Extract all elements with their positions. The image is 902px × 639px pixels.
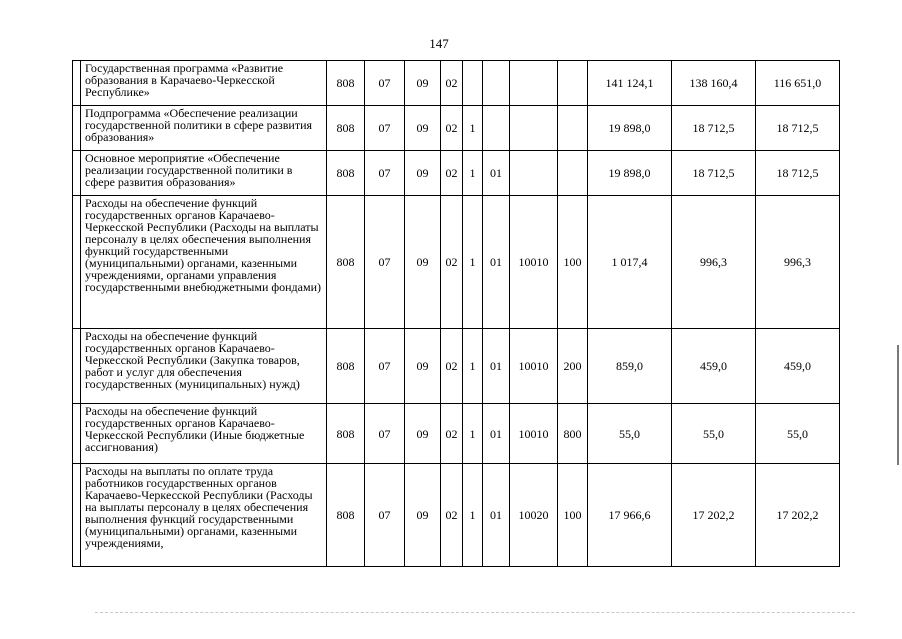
activity-code-cell: 01 — [483, 464, 510, 567]
ministry-code-cell: 808 — [327, 404, 365, 464]
activity-code-cell: 01 — [483, 196, 510, 329]
name-cell: Подпрограмма «Обеспечение реализации государственной политики в сфере развития образования» — [81, 106, 327, 151]
section-code-cell: 07 — [365, 61, 405, 106]
subprogram-code-cell: 1 — [463, 196, 483, 329]
subsection-code-cell: 09 — [405, 151, 441, 196]
amount-cell-2: 18 712,5 — [672, 151, 756, 196]
row-index-cell — [73, 404, 81, 464]
subprogram-code-cell: 1 — [463, 106, 483, 151]
subsection-code-cell: 09 — [405, 329, 441, 404]
subprogram-code-cell: 1 — [463, 329, 483, 404]
subsection-code-cell: 09 — [405, 404, 441, 464]
program-code-cell: 02 — [441, 404, 463, 464]
name-cell: Основное мероприятие «Обеспечение реализации государственной политики в сфере развития образования» — [81, 151, 327, 196]
program-code-cell: 02 — [441, 464, 463, 567]
table-row — [73, 404, 840, 464]
table-row — [73, 61, 840, 106]
ministry-code-cell: 808 — [327, 464, 365, 567]
ministry-code-cell: 808 — [327, 106, 365, 151]
ministry-code-cell: 808 — [327, 61, 365, 106]
amount-cell-2: 996,3 — [672, 196, 756, 329]
section-code-cell: 07 — [365, 106, 405, 151]
expense-type-code-cell: 200 — [558, 329, 588, 404]
program-code-cell: 02 — [441, 151, 463, 196]
budget-table — [72, 60, 840, 567]
scan-edge-mark — [897, 345, 899, 465]
amount-cell-2: 138 160,4 — [672, 61, 756, 106]
program-code-cell: 02 — [441, 196, 463, 329]
name-cell: Расходы на выплаты по оплате труда работников государственных органов Карачаево-Черкесской Республики (Расходы на выплаты персоналу в целях обеспечения выполнения функций государственными (муниципальными) органами, казенными учреждениями, — [81, 464, 327, 567]
subsection-code-cell: 09 — [405, 61, 441, 106]
section-code-cell: 07 — [365, 151, 405, 196]
row-index-cell — [73, 106, 81, 151]
subprogram-code-cell — [463, 61, 483, 106]
table-row — [73, 329, 840, 404]
name-cell: Расходы на обеспечение функций государственных органов Карачаево-Черкесской Республики (Расходы на выплаты персоналу в целях обеспечения выполнения функций государственными (муниципальными) органами, казенными учреждениями, органами управления государственными внебюджетными фондами) — [81, 196, 327, 329]
name-cell: Государственная программа «Развитие образования в Карачаево-Черкесской Республике» — [81, 61, 327, 106]
amount-cell-2: 17 202,2 — [672, 464, 756, 567]
program-code-cell: 02 — [441, 106, 463, 151]
amount-cell-1: 1 017,4 — [588, 196, 672, 329]
amount-cell-1: 17 966,6 — [588, 464, 672, 567]
amount-cell-2: 18 712,5 — [672, 106, 756, 151]
row-index-cell — [73, 329, 81, 404]
page-number: 147 — [429, 36, 449, 51]
amount-cell-3: 17 202,2 — [756, 464, 840, 567]
activity-code-cell: 01 — [483, 151, 510, 196]
subprogram-code-cell: 1 — [463, 404, 483, 464]
table-row — [73, 106, 840, 151]
subprogram-code-cell: 1 — [463, 151, 483, 196]
direction-code-cell: 10020 — [510, 464, 558, 567]
name-cell: Расходы на обеспечение функций государственных органов Карачаево-Черкесской Республики (Закупка товаров, работ и услуг для обеспечения государственных (муниципальных) нужд) — [81, 329, 327, 404]
amount-cell-2: 459,0 — [672, 329, 756, 404]
activity-code-cell: 01 — [483, 329, 510, 404]
subsection-code-cell: 09 — [405, 464, 441, 567]
amount-cell-1: 19 898,0 — [588, 151, 672, 196]
section-code-cell: 07 — [365, 329, 405, 404]
expense-type-code-cell — [558, 61, 588, 106]
ministry-code-cell: 808 — [327, 329, 365, 404]
subprogram-code-cell: 1 — [463, 464, 483, 567]
amount-cell-1: 141 124,1 — [588, 61, 672, 106]
activity-code-cell — [483, 106, 510, 151]
program-code-cell: 02 — [441, 61, 463, 106]
amount-cell-1: 55,0 — [588, 404, 672, 464]
amount-cell-1: 859,0 — [588, 329, 672, 404]
amount-cell-3: 459,0 — [756, 329, 840, 404]
ministry-code-cell: 808 — [327, 151, 365, 196]
amount-cell-3: 116 651,0 — [756, 61, 840, 106]
direction-code-cell: 10010 — [510, 329, 558, 404]
amount-cell-2: 55,0 — [672, 404, 756, 464]
direction-code-cell — [510, 61, 558, 106]
table-row — [73, 151, 840, 196]
section-code-cell: 07 — [365, 464, 405, 567]
direction-code-cell: 10010 — [510, 404, 558, 464]
expense-type-code-cell — [558, 106, 588, 151]
row-index-cell — [73, 151, 81, 196]
expense-type-code-cell — [558, 151, 588, 196]
row-index-cell — [73, 464, 81, 567]
subsection-code-cell: 09 — [405, 106, 441, 151]
amount-cell-3: 18 712,5 — [756, 106, 840, 151]
direction-code-cell — [510, 106, 558, 151]
amount-cell-1: 19 898,0 — [588, 106, 672, 151]
amount-cell-3: 996,3 — [756, 196, 840, 329]
name-cell: Расходы на обеспечение функций государственных органов Карачаево-Черкесской Республики (Иные бюджетные ассигнования) — [81, 404, 327, 464]
expense-type-code-cell: 800 — [558, 404, 588, 464]
section-code-cell: 07 — [365, 196, 405, 329]
direction-code-cell — [510, 151, 558, 196]
subsection-code-cell: 09 — [405, 196, 441, 329]
section-code-cell: 07 — [365, 404, 405, 464]
expense-type-code-cell: 100 — [558, 196, 588, 329]
activity-code-cell — [483, 61, 510, 106]
row-index-cell — [73, 61, 81, 106]
amount-cell-3: 18 712,5 — [756, 151, 840, 196]
table-row — [73, 196, 840, 329]
ministry-code-cell: 808 — [327, 196, 365, 329]
activity-code-cell: 01 — [483, 404, 510, 464]
table-row — [73, 464, 840, 567]
amount-cell-3: 55,0 — [756, 404, 840, 464]
expense-type-code-cell: 100 — [558, 464, 588, 567]
scan-divider — [95, 612, 855, 613]
direction-code-cell: 10010 — [510, 196, 558, 329]
program-code-cell: 02 — [441, 329, 463, 404]
row-index-cell — [73, 196, 81, 329]
